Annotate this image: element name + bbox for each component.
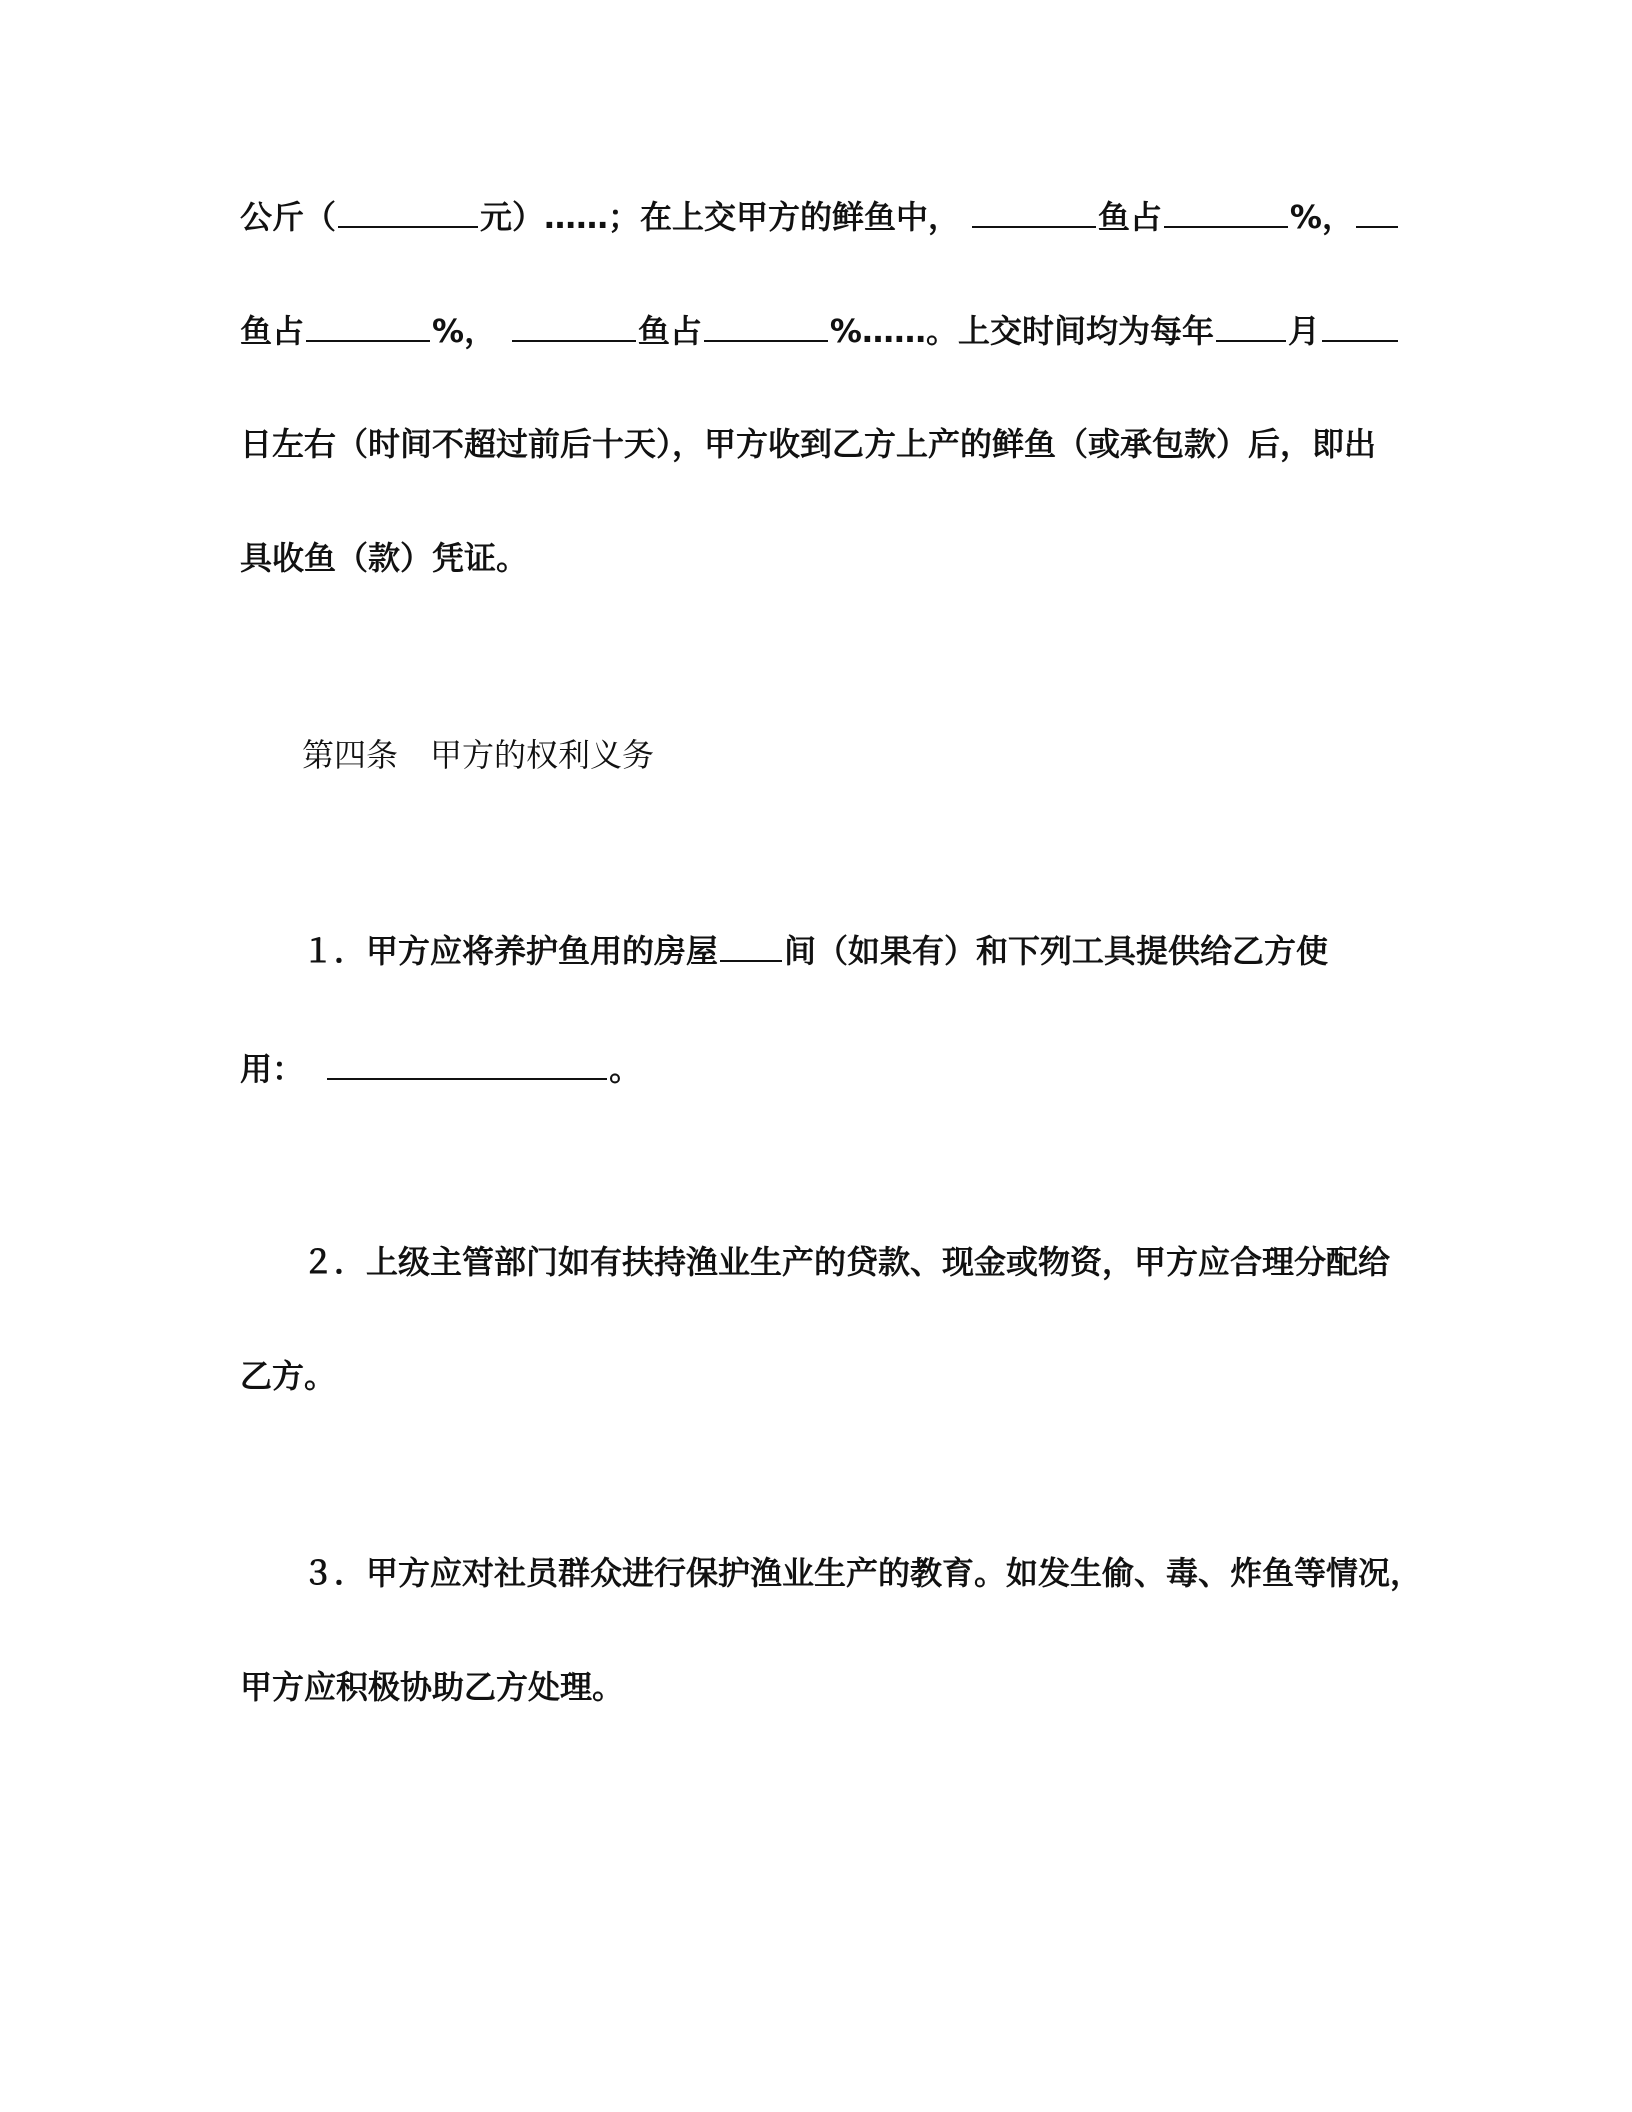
text: %，	[1289, 198, 1354, 236]
blank-field	[306, 310, 430, 342]
heading-text: 第四条 甲方的权利义务	[302, 736, 655, 774]
text: 乙方。	[240, 1357, 337, 1395]
paragraph-line	[240, 196, 1400, 237]
text: 月	[1287, 312, 1320, 350]
text: 鱼占	[637, 312, 702, 350]
blank-field	[512, 310, 636, 342]
text: １．甲方应将养护鱼用的房屋	[302, 932, 719, 970]
item-3-line-1	[302, 1553, 1462, 1593]
blank-field	[704, 310, 828, 342]
paragraph-line	[240, 424, 1400, 464]
text: 甲方应积极协助乙方处理。	[240, 1668, 625, 1706]
article-heading	[302, 735, 1462, 775]
text: %，	[432, 312, 497, 350]
text: ２．上级主管部门如有扶持渔业生产的贷款、现金或物资，甲方应合理分配给	[302, 1243, 1391, 1281]
item-2-line-2	[240, 1356, 1400, 1396]
text: %……。上交时间均为每年	[829, 312, 1214, 350]
text: ３．甲方应对社员群众进行保护渔业生产的教育。如发生偷、毒、炸鱼等情况，	[302, 1554, 1423, 1592]
item-1-line-1	[302, 930, 1462, 971]
paragraph-line	[240, 538, 1400, 578]
text: 间（如果有）和下列工具提供给乙方使	[784, 932, 1329, 970]
text: 鱼占	[240, 312, 305, 350]
blank-field	[327, 1048, 607, 1080]
blank-field	[972, 196, 1096, 228]
text: 元）……；在上交甲方的鲜鱼中，	[480, 198, 961, 236]
text: 鱼占	[1097, 198, 1162, 236]
blank-field	[1216, 310, 1286, 342]
item-3-line-2	[240, 1667, 1400, 1707]
blank-field	[338, 196, 478, 228]
blank-field	[1356, 196, 1398, 228]
item-2-line-1	[302, 1242, 1462, 1282]
text: 日左右（时间不超过前后十天），甲方收到乙方上产的鲜鱼（或承包款）后，即出	[240, 425, 1377, 463]
text: 公斤（	[240, 198, 337, 236]
text: 具收鱼（款）凭证。	[240, 539, 529, 577]
blank-field	[1322, 310, 1398, 342]
text: 用：	[240, 1050, 305, 1088]
paragraph-line	[240, 310, 1400, 351]
blank-field	[720, 930, 782, 962]
blank-field	[1164, 196, 1288, 228]
text: 。	[609, 1050, 642, 1088]
item-1-line-2	[240, 1048, 1400, 1089]
